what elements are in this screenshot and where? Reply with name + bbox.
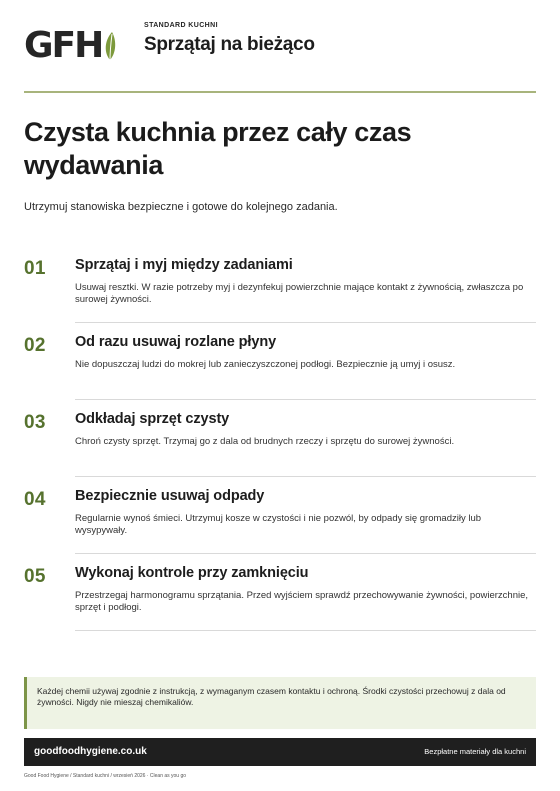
step-item	[24, 246, 536, 323]
step-number: 02	[24, 335, 46, 356]
header-title: Sprzątaj na bieżąco	[144, 34, 315, 55]
leaf-icon	[103, 31, 117, 61]
header-eyebrow: STANDARD KUCHNI	[144, 22, 218, 29]
step-description: Chroń czysty sprzęt. Trzymaj go z dala od brudnych rzeczy i sprzętu do surowej żywności.	[75, 436, 455, 447]
step-heading: Wykonaj kontrole przy zamknięciu	[75, 565, 309, 581]
step-heading: Bezpiecznie usuwaj odpady	[75, 488, 265, 504]
step-number: 01	[24, 258, 46, 279]
safety-note-text: Każdej chemii używaj zgodnie z instrukcją, z wymaganym czasem kontaktu i ochroną. Środki czystości przechowuj z dala od żywności. Nigdy nie mieszaj chemikaliów.	[37, 686, 506, 707]
header	[24, 20, 536, 72]
step-item	[24, 477, 536, 554]
page-title: Czysta kuchnia przez cały czas wydawania	[24, 117, 412, 180]
step-number: 05	[24, 566, 46, 587]
safety-note	[24, 677, 536, 729]
step-description: Przestrzegaj harmonogramu sprzątania. Przed wyjściem sprawdź przechowywanie żywności, powierzchnie, sprzęt i podłogi.	[75, 590, 529, 613]
step-number: 04	[24, 489, 46, 510]
footer-tagline: Bezpłatne materiały dla kuchni	[424, 747, 526, 756]
steps-list	[24, 246, 536, 631]
logo	[24, 25, 117, 66]
footer-bar	[24, 738, 536, 766]
step-item	[24, 323, 536, 400]
step-description: Usuwaj resztki. W razie potrzeby myj i dezynfekuj powierzchnie mające kontakt z żywnością, zwłaszcza po surowej żywności.	[75, 282, 524, 305]
header-divider	[24, 91, 536, 93]
step-heading: Od razu usuwaj rozlane płyny	[75, 334, 277, 350]
logo-text: GFH	[24, 25, 103, 66]
footer-url[interactable]: goodfoodhygiene.co.uk	[34, 746, 147, 757]
step-description: Nie dopuszczaj ludzi do mokrej lub zanieczyszczonej podłogi. Bezpiecznie ją umyj i osusz.	[75, 359, 456, 370]
step-item	[24, 400, 536, 477]
step-divider	[75, 630, 536, 631]
step-description: Regularnie wynoś śmieci. Utrzymuj kosze w czystości i nie pozwól, by odpady się gromadziły lub wysypywały.	[75, 513, 482, 536]
step-item	[24, 554, 536, 631]
page-subtitle: Utrzymuj stanowiska bezpieczne i gotowe do kolejnego zadania.	[24, 201, 338, 213]
step-heading: Sprzątaj i myj między zadaniami	[75, 257, 293, 273]
step-number: 03	[24, 412, 46, 433]
footer-credit: Good Food Hygiene / Standard kuchni / wrzesień 2026 · Clean as you go	[24, 773, 187, 779]
step-heading: Odkładaj sprzęt czysty	[75, 411, 230, 427]
